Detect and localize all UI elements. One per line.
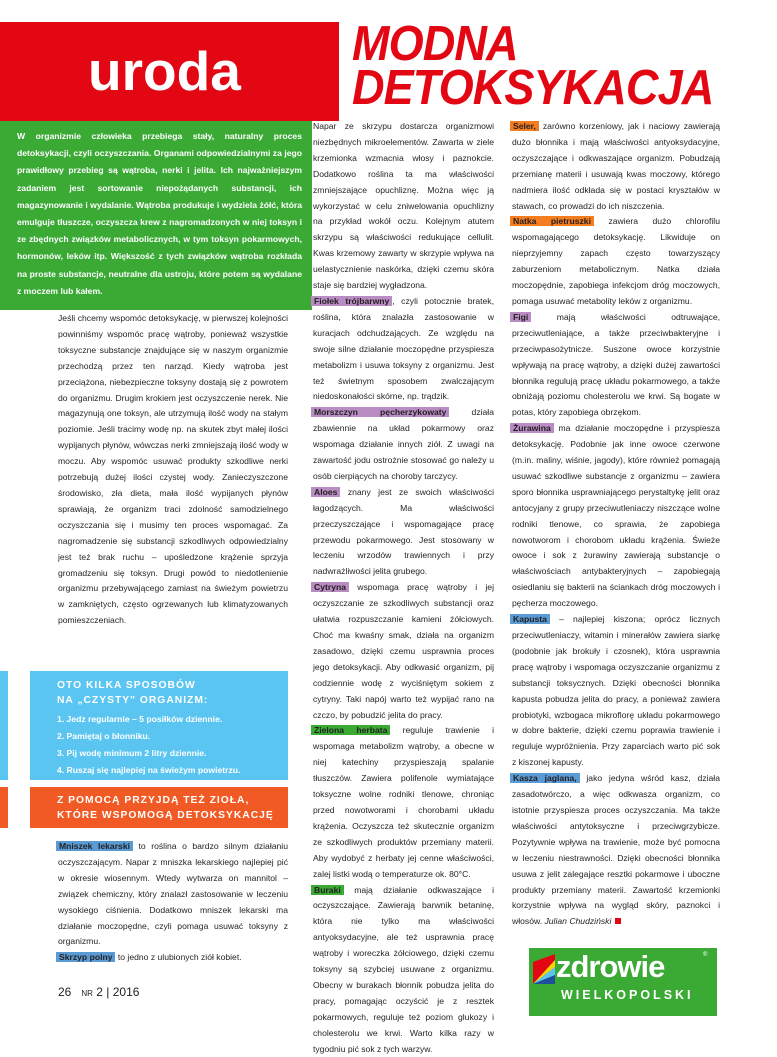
tips-side-bar: [0, 671, 8, 780]
logo-stripes-icon: [533, 954, 555, 984]
skrzyp-label: Skrzyp polny: [56, 952, 115, 962]
page-number: 26: [58, 985, 71, 999]
zurawina-paragraph: [512, 421, 720, 612]
morszczyn-label: Morszczyn pęcherzykowaty: [311, 407, 449, 417]
herbs-box: [30, 787, 288, 828]
aloes-text: znany jest ze swoich właściwości łagodzących. Ma właściwości przeczyszczające i wspomagające pracę przewodu pokarmowego. Jest stosowany w leczeniu wrzodów trawiennych i przy nadwrażliwości jelita grubego.: [313, 487, 494, 577]
column-3: [512, 119, 720, 930]
figi-paragraph: [512, 310, 720, 421]
column-1-herbs: [58, 839, 288, 966]
col1-body: Jeśli chcemy wspomóc detoksykację, w pierwszej kolejności powinniśmy wspomóc pracę wątroby, ponieważ wszystkie toksyczne substancje znajdujące się w naszym organizmie przechodzą przez ten narząd. Kiedy wątroba jest przeciążona, niebezpieczne toksyny dostają się z powrotem do organizmu. Drugim krokiem jest oczyszczenie nerek. Nie magazynują one toksyn, ale utrzymują ilość wody na stałym poziomie. Jeśli tracimy wodę np. na skutek zbyt małej ilości wypijanych płynów, wówczas nerki zmniejszają ilość wody w moczu. Aby wspomóc usuwać produkty szkodliwe nerki potrzebują dużej ilości czystej wody. Zanieczyszczone środowisko, zła dieta, mała ilość wypijanych płynów sprawiają, że organizm traci zdolność samodzielnego oczyszczania się i musimy ten proces wspomagać. Za nagromadzenie się substancji szkodliwych odpowiedzialny jest też brak ruchu – upośledzone krążenie sprzyja gromadzeniu się toksyn. Drugi powód to niedotlenienie organizmu przebywającego zamiast na świeżym powietrzu w zamkniętych, często ogrzewanych lub klimatyzowanych pomieszczeniach.: [58, 311, 288, 629]
author-signature: Julian Chudziński: [544, 916, 611, 926]
cytryna-label: Cytryna: [311, 582, 349, 592]
cytryna-paragraph: [313, 580, 494, 723]
cytryna-text: wspomaga pracę wątroby i jej oczyszczanie ze szkodliwych substancji oraz ułatwia rozpuszczanie kamieni żółciowych. Choć ma kwaśny smak, działa na organizm zasadowo, dzięki czemu usprawnia proces jego detoksykacji. Aby odkwasić organizm, pij codziennie wodę z wyciśniętym sokiem z cytryny. Taki napój warto też wypijać rano na czczo, by pobudzić jelita do pracy.: [313, 582, 494, 719]
natka-paragraph: [512, 214, 720, 309]
fiolek-paragraph: [313, 294, 494, 405]
article-title: [352, 22, 738, 110]
magazine-logo: [529, 948, 717, 1016]
end-square-icon: [615, 918, 621, 924]
morszczyn-text: działa zbawiennie na układ pokarmowy oraz wspomaga działanie innych ziół. Z uwagi na zawartość jodu ostrożnie stosować go należy u osób cierpiących na choroby tarczycy.: [313, 407, 494, 481]
tips-list: [57, 711, 288, 779]
morszczyn-paragraph: [313, 405, 494, 485]
seler-paragraph: [512, 119, 720, 214]
aloes-paragraph: [313, 485, 494, 580]
issue-number: 2 | 2016: [96, 985, 139, 999]
tip-item: 4. Ruszaj się najlepiej na świeżym powietrzu.: [57, 762, 288, 779]
buraki-label: Buraki: [311, 885, 344, 895]
column-1: [58, 311, 288, 629]
tip-item: 1. Jedz regularnie – 5 posiłków dziennie.: [57, 711, 288, 728]
zurawina-label: Żurawina: [510, 423, 554, 433]
kasza-text: jako jedyna wśród kasz, działa zasadotwórczo, a więc odkwasza organizm, co istotnie przyspiesza proces oczyszczania. Ma także właściwości antytoksyczne i przeciwgrzybicze. Pozytywnie wpływa na trawienie, może być pomocna w leczeniu niestrawności. Dzięki obecności błonnika usuwa z jelit zalegające resztki pokarmowe i uboczne produkty przemiany materii. Zawartość krzemionki korzystnie wpływa na wygląd skóry, paznokci i włosów.: [512, 773, 720, 926]
mniszek-paragraph: [58, 839, 288, 950]
page-footer: [58, 985, 139, 999]
column-2: [313, 119, 494, 1057]
kasza-label: Kasza jaglana,: [510, 773, 580, 783]
fiolek-text: , czyli potocznie bratek, roślina, która znalazła zastosowanie w kuracjach odchudzających. Ze względu na swoje silne działanie moczopędne przyspiesza metabolizm i usuwa toksyny z organizmu. Jest też świetnym sposobem zwalczającym niedoskonałości skórne, np. trądzik.: [313, 296, 494, 401]
tips-heading-2: NA „CZYSTY" ORGANIZM:: [57, 693, 288, 708]
tips-heading-1: OTO KILKA SPOSOBÓW: [57, 678, 288, 693]
figi-text: mają właściwości odtruwające, przeciwutleniające, a także przeciwbakteryjne i przeciwpasożytnicze. Suszone owoce korzystnie wpływają na pracę wątroby, a dzięki dużej zawartości błonnika regulują pracę układu pokarmowego, a także obniżają poziomu cholesterolu we krwi. Są bogate w potas, który zapobiega obrzękom.: [512, 312, 720, 417]
herbs-heading-2: KTÓRE WSPOMOGĄ DETOKSYKACJĘ: [57, 808, 288, 823]
article-title-line-1: MODNA: [352, 22, 738, 66]
tip-item: 3. Pij wodę minimum 2 litry dziennie.: [57, 745, 288, 762]
mniszek-text: to roślina o bardzo silnym działaniu oczyszczającym. Napar z mniszka lekarskiego najlepiej pić w okresie wiosennym. Wtedy wytwarza on mannitol – związek chemiczny, który znalazł zastosowanie w leczeniu wysokiego ciśnienia. Dodatkowo mniszek lekarski ma działanie moczopędne, czyli pomaga usuwać toksyny z organizmu.: [58, 841, 288, 946]
tips-box: [30, 671, 288, 780]
skrzyp-paragraph: [58, 950, 288, 966]
herbs-heading-1: Z POMOCĄ PRZYJDĄ TEŻ ZIOŁA,: [57, 793, 288, 808]
seler-label: Seler,: [510, 121, 539, 131]
kapusta-text: – najlepiej kiszona; oprócz licznych przeciwutleniaczy, witamin i minerałów zawiera siarkę (podobnie jak brokuły i czosnek), która usprawnia pracę wątroby i wspomaga oczyszczanie organizmu z substancji toksycznych. Dzięki obecności błonnika kapusta pobudza jelita do pracy, a ponieważ zawiera probiotyki, wzbogaca mikroflorę układu pokarmowego w dobre bakterie, dzięki czemu poprawia trawienie i reguluje wypróżnienia. Przy zaparciach warto pić sok z kiszonej kapusty.: [512, 614, 720, 767]
zurawina-text: ma działanie moczopędne i przyspiesza detoksykację. Podobnie jak inne owoce czerwone (m.in. maliny, wiśnie, jagody), które również pomagają usuwać szkodliwe substancje z organizmu – zawiera sporo błonnika usprawniającego perystaltykę jelit oraz antocyjany z grupy przeciwutleniaczy niszczące wolne rodniki tlenowe, co sprawia, że zapobiega nowotworom i chorobom układu krążenia. Świeże owoce i sok z żurawiny zawierają substancje o właściwościach antybakteryjnych – zapobiegają osiedlaniu się bakterii na ściankach dróg moczowych i pęcherza moczowego.: [512, 423, 720, 608]
herbs-side-bar: [0, 787, 8, 828]
herbata-text: reguluje trawienie i wspomaga metabolizm wątroby, a obecne w niej katechiny przyspieszają spalanie tłuszczów. Zawiera polifenole wymiatające toksyczne wolne rodniki tlenowe, chroniąc przed nowotworami i chorobami układu krążenia. Oczyszcza też skutecznie organizm ze szkodliwych produktów przemiany materii. Aby wydobyć z herbaty jej cenne właściwości, zalej listki wodą o temperaturze ok. 80°C.: [313, 725, 494, 878]
skrzyp-intro: Napar ze skrzypu dostarcza organizmowi niezbędnych mikroelementów. Zawarta w ziele krzemionka wzmacnia włosy i paznokcie. Dodatkowo roślina ta ma właściwości zmniejszające opuchliznę. Można więc ją wykorzystać w celu zniwelowania opuchlizny na przykład wokół oczu. Kolejnym atutem skrzypu są właściwości redukujące cellulit. Kwas krzemowy zawarty w skrzypie wpływa na uelastycznienie naskórka, dzięki czemu skóra staje się bardziej wygładzona.: [313, 119, 494, 294]
seler-text: zarówno korzeniowy, jak i naciowy zawierają dużo błonnika i mają właściwości antyoksydacyjne, oczyszczające i odkwaszające organizm. Pobudzają przemianę materii i usuwają kwas moczowy, którego nadmiera ilość odkłada się w postaci kryształów w stawach, co prowadzi do ich niszczenia.: [512, 121, 720, 211]
kapusta-paragraph: [512, 612, 720, 771]
skrzyp-text: to jedno z ulubionych ziół kobiet.: [115, 952, 241, 962]
kapusta-label: Kapusta: [510, 614, 550, 624]
aloes-label: Aloes: [311, 487, 340, 497]
article-title-line-2: DETOKSYKACJA: [352, 66, 738, 110]
herbata-paragraph: [313, 723, 494, 882]
lead-text: W organizmie człowieka przebiega stały, naturalny proces detoksykacji, czyli oczyszczania. Organami odpowiedzialnymi za jego prawidłowy przebieg są wątroba, nerki i jelita. Ich najważniejszym zadaniem jest sortowanie niepożądanych substancji, ich magazynowanie i wydalanie. Wątroba produkuje i wydziela żółć, która emulguje tłuszcze, oczyszcza krew z nagromadzonych w niej toksyn i ze zbędnych związków metabolicznych, w tym toksyn pokarmowych, hormonów, leków itp. Większość z tych związków wątroba rozkłada na proste substancje, neutralne dla ustroju, które potem są wydalane z moczem lub kałem.: [17, 128, 302, 300]
buraki-paragraph: [313, 883, 494, 1057]
herbata-label: Zielona herbata: [311, 725, 390, 735]
lead-box: [0, 121, 312, 310]
logo-word: zdrowie: [556, 949, 664, 985]
figi-label: Figi: [510, 312, 531, 322]
natka-text: zawiera dużo chlorofilu wspomagającego detoksykację. Likwiduje on nieprzyjemny zapach często towarzyszący zaburzeniom metabolicznym. Natka działa moczopędnie, zapobiega infekcjom dróg moczowych, pomaga usuwać metabolity leków z organizmu.: [512, 216, 720, 306]
mniszek-label: Mniszek lekarski: [56, 841, 133, 851]
section-label: uroda: [88, 26, 241, 116]
natka-label: Natka pietruszki: [510, 216, 594, 226]
logo-registered-mark: ®: [703, 952, 707, 958]
tip-item: 2. Pamiętaj o błonniku.: [57, 728, 288, 745]
fiolek-label: Fiołek trójbarwny: [311, 296, 392, 306]
issue-nr-label: NR: [81, 989, 93, 998]
logo-subtitle: WIELKOPOLSKI: [561, 988, 694, 1002]
kasza-paragraph: [512, 771, 720, 930]
buraki-text: mają działanie odkwaszające i oczyszczające. Zawierają barwnik betaninę, która nie tylko ma właściwości antyoksydacyjne, ale też usprawnia pracę wątroby i woreczka żółciowego, dzięki czemu toksyny są szybciej usuwane z organizmu. Obecny w burakach błonnik pobudza jelita do pracy, pomagając oczyścić je z resztek pokarmowych, reguluje też poziom glukozy i cholesterolu we krwi. Warto kilka razy w tygodniu pić sok z tych warzyw.: [313, 885, 494, 1054]
